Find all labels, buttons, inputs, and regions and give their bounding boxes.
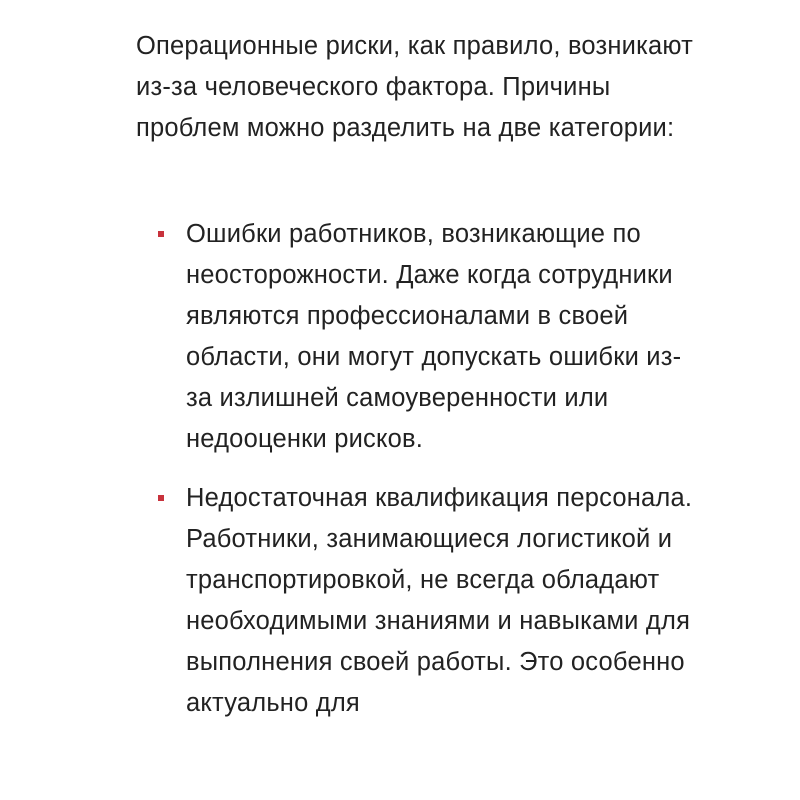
list-item xyxy=(136,478,696,724)
list-item-text: Недостаточная квалификация персонала. Работники, занимающиеся логистикой и транспортировкой, не всегда обладают необходимыми знаниями и навыками для выполнения своей работы. Это особенно актуально для xyxy=(186,484,693,717)
list-item-text: Ошибки работников, возникающие по неосторожности. Даже когда сотрудники являются профессионалами в своей области, они могут допускать ошибки из-за излишней самоуверенности или недооценки рисков. xyxy=(186,220,682,453)
list-item xyxy=(136,214,696,460)
square-bullet-icon xyxy=(158,231,164,237)
intro-paragraph: Операционные риски, как правило, возникают из-за человеческого фактора. Причины проблем можно разделить на две категории: xyxy=(136,32,694,142)
causes-list xyxy=(136,214,696,742)
square-bullet-icon xyxy=(158,495,164,501)
